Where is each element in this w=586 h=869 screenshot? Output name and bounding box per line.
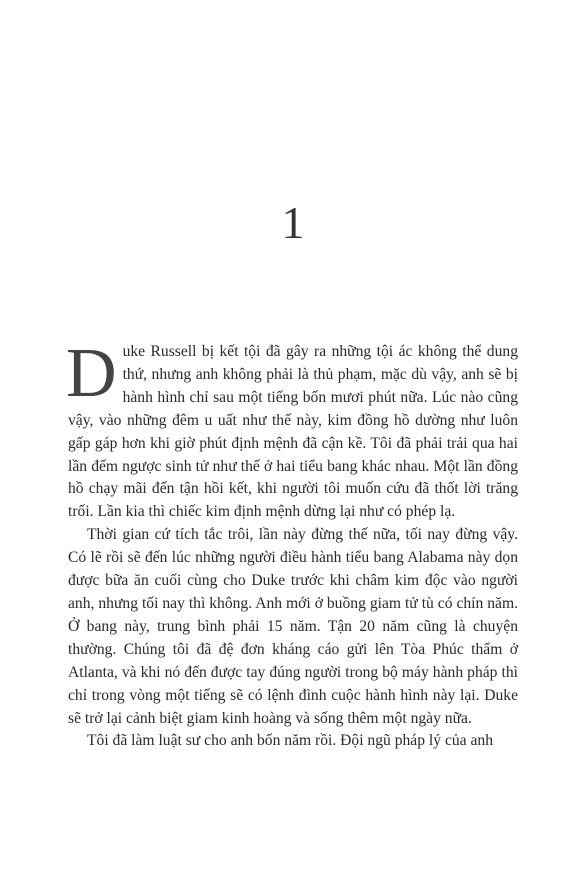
drop-cap: D (66, 335, 117, 412)
chapter-body (66, 335, 518, 753)
chapter-number: 1 (281, 197, 305, 248)
paragraph-1 (66, 335, 518, 524)
paragraph-3: Tôi đã làm luật sư cho anh bốn năm rồi. Đội ngũ pháp lý của anh (87, 732, 494, 750)
paragraph-1-text: uke Russell bị kết tội đã gây ra những tội ác không thể dung thứ, nhưng anh không phải là thủ phạm, mặc dù vậy, anh sẽ bị hành hình chỉ sau một tiếng bốn mươi phút nữa. Lúc nào cũng vậy, vào những đêm u uất như thế này, kim đồng hồ dường như luôn gấp gáp hơn khi giờ phút định mệnh đã cận kề. Tôi đã phải trải qua hai lần đếm ngược sinh tử như thế ở hai tiểu bang khác nhau. Một lần đồng hồ chạy mãi đến tận hồi kết, khi người tôi muốn cứu đã thốt lời trăng trối. Lần kia thì chiếc kim định mệnh dừng lại như có phép lạ. (68, 343, 518, 521)
paragraph-2: Thời gian cứ tích tắc trôi, lần này đừng thế nữa, tối nay đừng vậy. Có lẽ rồi sẽ đến lúc những người điều hành tiểu bang Alabama này dọn được bữa ăn cuối cùng cho Duke trước khi châm kim độc vào người anh, nhưng tối nay thì không. Anh mới ở buồng giam tử tù có chín năm. Ở bang này, trung bình phải 15 năm. Tận 20 năm cũng là chuyện thường. Chúng tôi đã đệ đơn kháng cáo gửi lên Tòa Phúc thẩm ở Atlanta, và khi nó đến được tay đúng người trong bộ máy hành pháp thì chỉ trong vòng một tiếng sẽ có lệnh đình cuộc hành hình này lại. Duke sẽ trở lại cảnh biệt giam kinh hoàng và sống thêm một ngày nữa. (68, 526, 518, 727)
